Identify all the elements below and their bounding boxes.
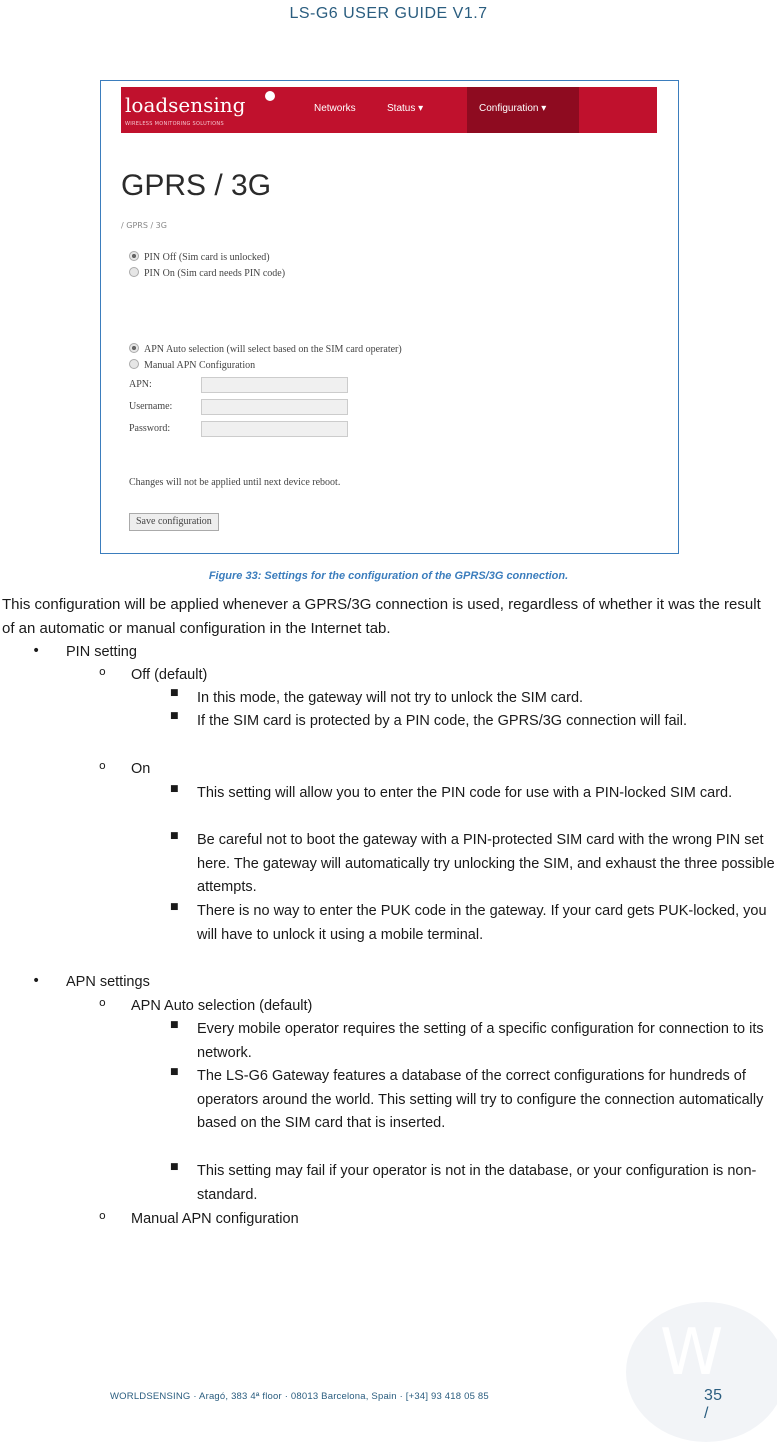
- footer-address: WORLDSENSING · Aragó, 383 4ª floor · 08013 Barcelona, Spain · [+34] 93 418 05 85: [110, 1391, 489, 1402]
- top-nav-bar: [121, 87, 657, 133]
- brand-logo[interactable]: loadsensing: [125, 93, 246, 117]
- nav-status[interactable]: Status ▾: [387, 103, 424, 114]
- password-label: Password:: [129, 423, 171, 434]
- list-item-on-3: There is no way to enter the PUK code in the gateway. If your card gets PUK-locked, you will have to unlock it using a mobile terminal.: [197, 903, 767, 943]
- breadcrumb: / GPRS / 3G: [121, 221, 167, 230]
- radio-unselected-icon[interactable]: [129, 267, 139, 277]
- square-bullet-icon: ■: [170, 1162, 179, 1172]
- list-item-off: Off (default): [131, 667, 208, 683]
- page-title: GPRS / 3G: [121, 169, 272, 202]
- list-item-auto-2: The LS-G6 Gateway features a database of the correct configurations for hundreds of operators around the world. This setting will try to configure the connection automatically based on the SIM card that is inserted.: [197, 1068, 764, 1131]
- apn-manual-option[interactable]: Manual APN Configuration: [129, 359, 255, 371]
- figure-screenshot: [100, 80, 679, 554]
- list-item-on-2: Be careful not to boot the gateway with a PIN-protected SIM card with the wrong PIN set here. The gateway will automatically try unlocking the SIM, and exhaust the three possible attempts.: [197, 832, 775, 895]
- list-item-apn-auto: APN Auto selection (default): [131, 998, 313, 1014]
- sub-bullet-icon: o: [99, 1209, 106, 1222]
- save-configuration-button[interactable]: Save configuration: [129, 513, 219, 531]
- intro-paragraph: This configuration will be applied whenever a GPRS/3G connection is used, regardless of whether it was the result of an automatic or manual configuration in the Internet tab.: [2, 596, 761, 637]
- username-input[interactable]: [201, 399, 348, 415]
- apn-auto-option[interactable]: APN Auto selection (will select based on the SIM card operater): [129, 343, 402, 355]
- list-item-auto-1: Every mobile operator requires the setting of a specific configuration for connection to its network.: [197, 1021, 764, 1061]
- nav-configuration[interactable]: Configuration ▾: [479, 103, 547, 114]
- apn-input[interactable]: [201, 377, 348, 393]
- square-bullet-icon: ■: [170, 1020, 179, 1030]
- bullet-icon: •: [32, 643, 41, 659]
- square-bullet-icon: ■: [170, 831, 179, 841]
- sub-bullet-icon: o: [99, 759, 106, 772]
- square-bullet-icon: ■: [170, 688, 179, 698]
- list-item-apn-manual: Manual APN configuration: [131, 1211, 299, 1227]
- sub-bullet-icon: o: [99, 996, 106, 1009]
- sub-bullet-icon: o: [99, 665, 106, 678]
- list-item-on: On: [131, 761, 151, 777]
- password-input[interactable]: [201, 421, 348, 437]
- square-bullet-icon: ■: [170, 711, 179, 721]
- watermark-letter-icon: W: [660, 1316, 724, 1390]
- document-header: LS-G6 USER GUIDE V1.7: [289, 5, 488, 22]
- square-bullet-icon: ■: [170, 1067, 179, 1077]
- pin-off-option[interactable]: PIN Off (Sim card is unlocked): [129, 251, 270, 263]
- radio-selected-icon[interactable]: [129, 343, 139, 353]
- list-item-off-2: If the SIM card is protected by a PIN code, the GPRS/3G connection will fail.: [197, 713, 688, 729]
- radio-selected-icon[interactable]: [129, 251, 139, 261]
- apn-label: APN:: [129, 379, 152, 390]
- figure-caption: Figure 33: Settings for the configuration of the GPRS/3G connection.: [208, 570, 569, 582]
- page-number: 35 /: [704, 1387, 723, 1422]
- list-item-on-1: This setting will allow you to enter the PIN code for use with a PIN-locked SIM card.: [197, 785, 733, 801]
- pin-on-option[interactable]: PIN On (Sim card needs PIN code): [129, 267, 285, 279]
- square-bullet-icon: ■: [170, 902, 179, 912]
- list-item-auto-3: This setting may fail if your operator is not in the database, or your configuration is non-standard.: [197, 1163, 757, 1203]
- page-footer: [110, 1387, 723, 1422]
- bullet-icon: •: [32, 973, 41, 989]
- list-item-apn-settings: APN settings: [66, 974, 150, 990]
- logo-mark-icon: [265, 91, 275, 101]
- square-bullet-icon: ■: [170, 784, 179, 794]
- username-label: Username:: [129, 401, 173, 412]
- reboot-note: Changes will not be applied until next device reboot.: [129, 477, 341, 488]
- nav-networks[interactable]: Networks: [314, 103, 356, 114]
- radio-unselected-icon[interactable]: [129, 359, 139, 369]
- list-item-off-1: In this mode, the gateway will not try to unlock the SIM card.: [197, 690, 584, 706]
- brand-tagline: WIRELESS MONITORING SOLUTIONS: [125, 121, 224, 127]
- list-item-pin-setting: PIN setting: [66, 644, 137, 660]
